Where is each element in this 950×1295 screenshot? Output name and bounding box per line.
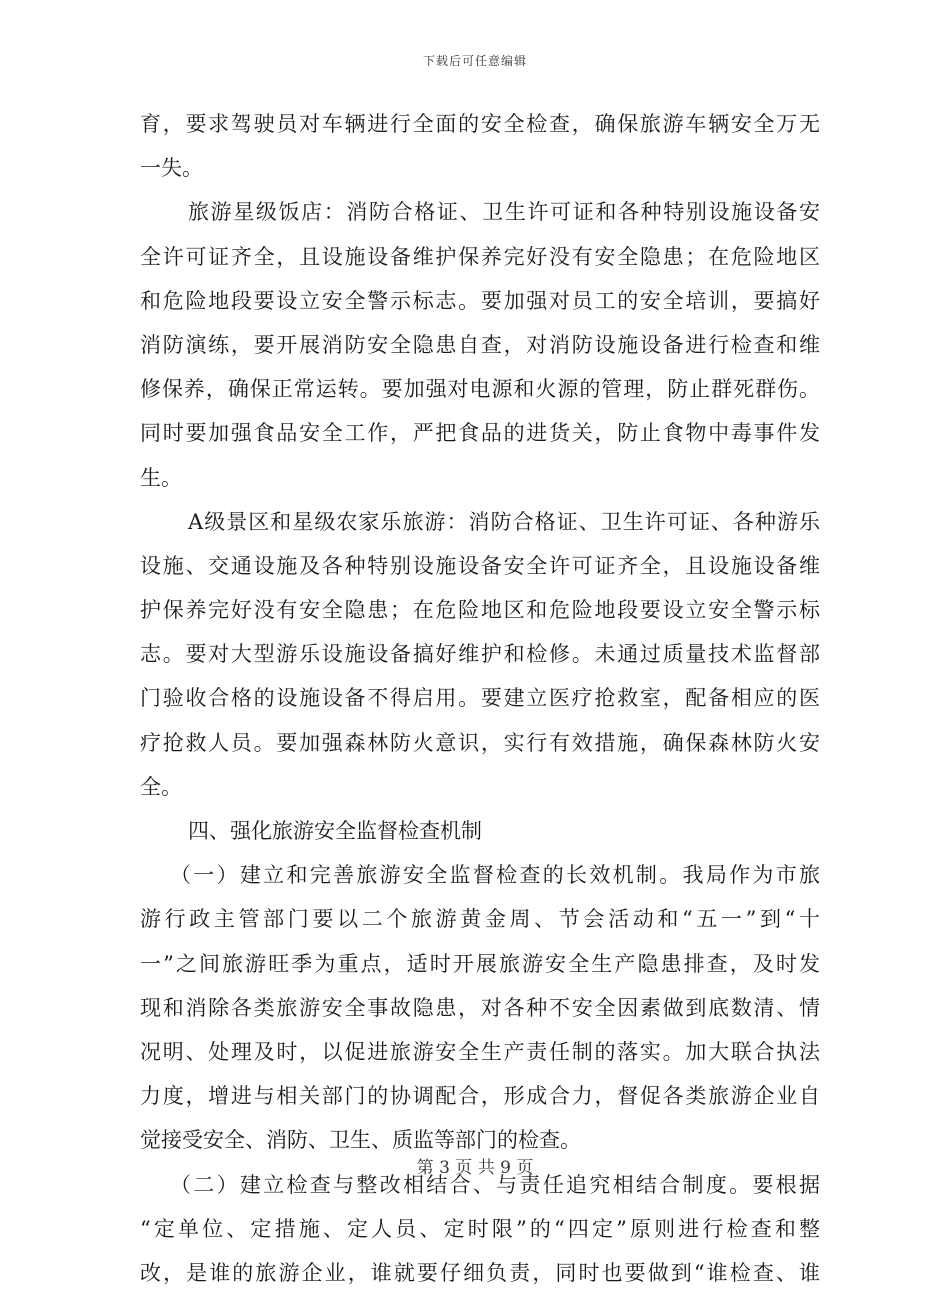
text-line: 觉接受安全、消防、卫生、质监等部门的检查。 [140, 1128, 581, 1153]
text-line: 育，要求驾驶员对车辆进行全面的安全检查，确保旅游车辆安全万无 [140, 112, 820, 136]
text-line: 一失。 [140, 156, 203, 181]
text-line: 疗抢救人员。要加强森林防火意识，实行有效措施，确保森林防火安 [140, 730, 820, 755]
text-line: 志。要对大型游乐设施设备搞好维护和检修。未通过质量技术监督部 [140, 642, 820, 667]
text-line: 游行政主管部门要以二个旅游黄金周、节会活动和“五一”到“十 [140, 907, 820, 932]
text-line: （一）建立和完善旅游安全监督检查的长效机制。我局作为市旅 [170, 863, 820, 888]
text-line: 旅游星级饭店：消防合格证、卫生许可证和各种特别设施设备安 [188, 200, 820, 225]
text-line: 况明、处理及时，以促进旅游安全生产责任制的落实。加大联合执法 [140, 1039, 820, 1064]
text-line: 全。 [140, 774, 182, 799]
text-line: 设施、交通设施及各种特别设施设备安全许可证齐全，且设施设备维 [140, 553, 820, 578]
text-line: 现和消除各类旅游安全事故隐患，对各种不安全因素做到底数清、情 [140, 995, 820, 1020]
text-line: “定单位、定措施、定人员、定时限”的“四定”原则进行检查和整 [140, 1216, 820, 1241]
text-line: 消防演练，要开展消防安全隐患自查，对消防设施设备进行检查和维 [140, 332, 820, 357]
text-line: 改，是谁的旅游企业，谁就要仔细负责，同时也要做到“谁检查、谁 [140, 1260, 820, 1285]
text-line: 修保养，确保正常运转。要加强对电源和火源的管理，防止群死群伤。 [140, 377, 820, 402]
text-line: （二）建立检查与整改相结合、与责任追究相结合制度。要根据 [170, 1172, 820, 1197]
page-header: 下载后可任意编辑 [422, 54, 527, 68]
page-footer: 第 3 页 共 9 页 [416, 1158, 534, 1178]
text-line: 一”之间旅游旺季为重点，适时开展旅游安全生产隐患排查，及时发 [140, 951, 820, 976]
document-body [140, 102, 820, 1295]
text-line: 四、强化旅游安全监督检查机制 [188, 819, 482, 843]
text-line: 生。 [140, 465, 182, 490]
text-line: 同时要加强食品安全工作，严把食品的进货关，防止食物中毒事件发 [140, 421, 820, 446]
text-line: 护保养完好没有安全隐患；在危险地区和危险地段要设立安全警示标 [140, 598, 820, 623]
text-line: 力度，增进与相关部门的协调配合，形成合力，督促各类旅游企业自 [140, 1084, 820, 1109]
text-line: A级景区和星级农家乐旅游：消防合格证、卫生许可证、各种游乐 [188, 509, 820, 534]
text-line: 和危险地段要设立安全警示标志。要加强对员工的安全培训，要搞好 [140, 288, 820, 313]
text-line: 门验收合格的设施设备不得启用。要建立医疗抢救室，配备相应的医 [140, 686, 820, 711]
text-line: 全许可证齐全，且设施设备维护保养完好没有安全隐患；在危险地区 [140, 244, 820, 269]
